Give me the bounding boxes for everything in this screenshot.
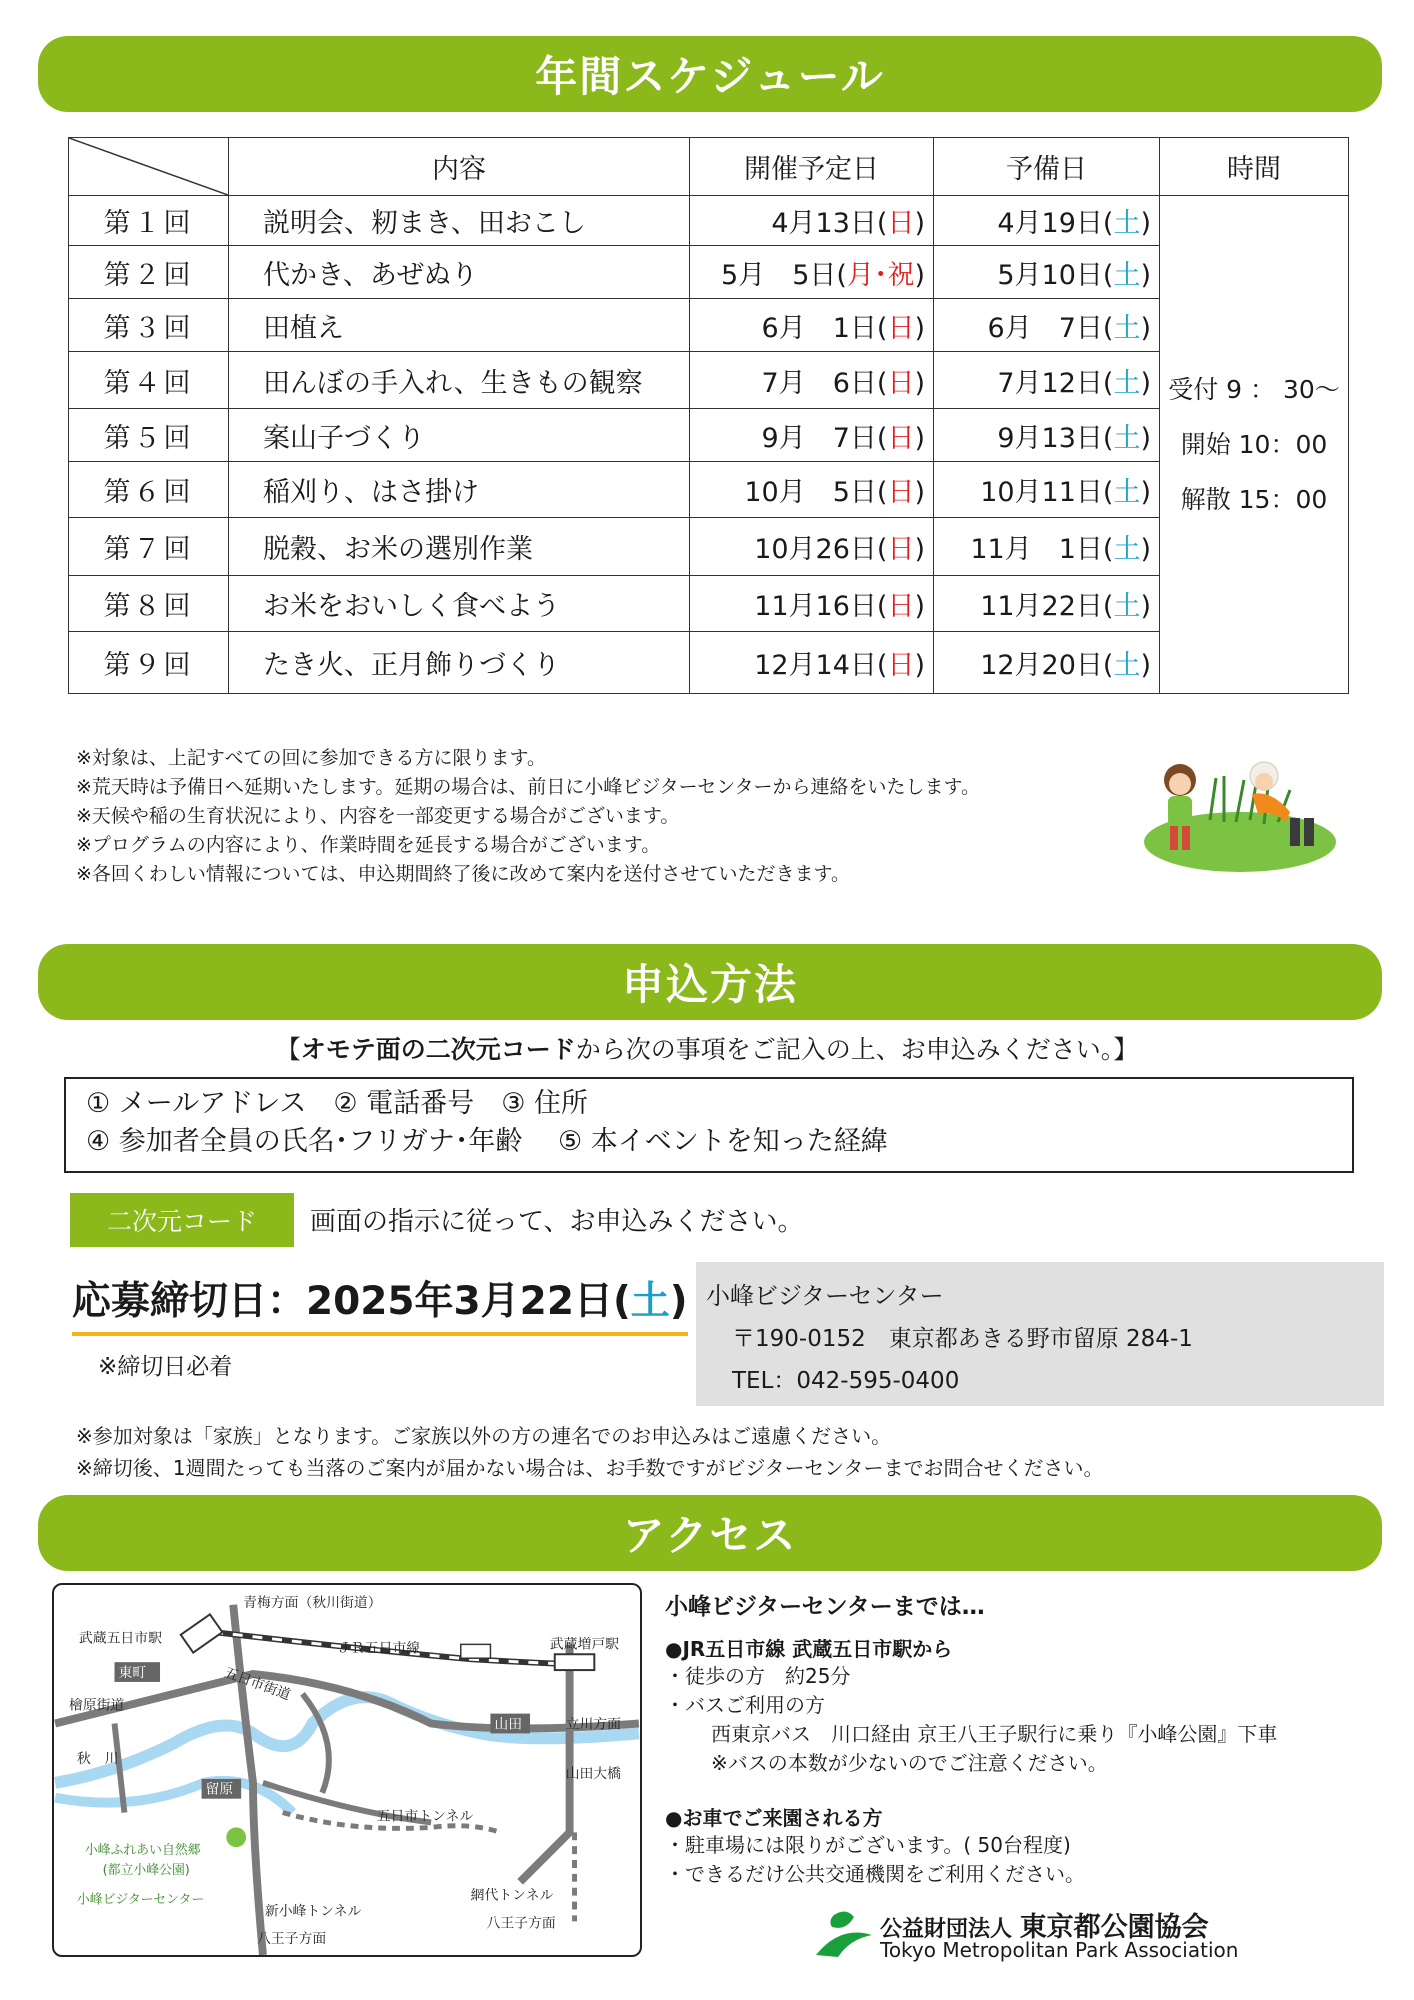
reserve-day-of-week: 土 bbox=[1113, 259, 1141, 291]
qr-code-label: 二次元コード bbox=[106, 1207, 257, 1236]
map-label-yamada: 山田 bbox=[494, 1716, 523, 1733]
bus-line-note: ※バスの本数が少ないのでご注意ください。 bbox=[711, 1751, 1108, 1775]
reserve-value: 5月10日 bbox=[997, 259, 1103, 291]
date-day-of-week: 日 bbox=[887, 208, 915, 239]
date-day-of-week: 日 bbox=[887, 312, 915, 344]
activity-content: 案山子づくり bbox=[229, 409, 690, 462]
map-label-park-name2: (都立小峰公園) bbox=[102, 1862, 190, 1878]
reserve-date: 6月 7日(土) bbox=[934, 299, 1160, 352]
car-title: ●お車でご来園される方 bbox=[665, 1806, 883, 1830]
reserve-value: 6月 7日 bbox=[987, 312, 1103, 344]
reserve-value: 11月22日 bbox=[980, 591, 1103, 622]
map-label-oume: 青梅方面（秋川街道） bbox=[243, 1594, 382, 1611]
round-label: 第５回 bbox=[69, 409, 229, 462]
apply-lead-bold: オモテ面の二次元コード bbox=[300, 1035, 576, 1064]
activity-content: 田植え bbox=[229, 299, 690, 352]
map-label-amishiro: 網代トンネル bbox=[470, 1887, 554, 1904]
date-day-of-week: 日 bbox=[887, 367, 915, 399]
access-title: アクセス bbox=[622, 1511, 798, 1560]
activity-content: 稲刈り、はさ掛け bbox=[229, 462, 690, 518]
diagonal-line bbox=[69, 138, 228, 195]
map-svg bbox=[54, 1585, 640, 1955]
logo-english: Tokyo Metropolitan Park Association bbox=[880, 1938, 1239, 1962]
reserve-date: 10月11日(土) bbox=[934, 462, 1160, 518]
access-map bbox=[52, 1583, 642, 1957]
train-title: ●JR五日市線 武蔵五日市駅から bbox=[665, 1637, 953, 1661]
date-day-of-week: 日 bbox=[887, 650, 915, 681]
farming-illustration bbox=[1140, 750, 1336, 872]
map-label-yamada-ohashi: 山田大橋 bbox=[565, 1765, 622, 1782]
deadline-dow: 土 bbox=[630, 1279, 670, 1324]
schedule-title: 年間スケジュール bbox=[535, 52, 885, 101]
date-value: 6月 1日 bbox=[761, 312, 877, 344]
reserve-date: 7月12日(土) bbox=[934, 352, 1160, 409]
note-line: ※荒天時は予備日へ延期いたします。延期の場合は、前日に小峰ビジターセンターから連絡をいたします。 bbox=[76, 776, 980, 798]
schedule-row bbox=[69, 196, 1349, 246]
header-date: 開催予定日 bbox=[690, 138, 934, 196]
date-value: 4月13日 bbox=[771, 208, 877, 239]
round-label: 第３回 bbox=[69, 299, 229, 352]
round-label: 第７回 bbox=[69, 518, 229, 576]
schedule-row bbox=[69, 246, 1349, 299]
access-info bbox=[665, 1588, 1365, 1889]
schedule-header-band bbox=[38, 36, 1382, 112]
apply-title: 申込方法 bbox=[621, 960, 798, 1009]
map-label-tunnel-itsukaichi: 五日市トンネル bbox=[376, 1808, 474, 1825]
reserve-value: 4月19日 bbox=[997, 208, 1103, 239]
round-label: 第９回 bbox=[69, 632, 229, 694]
reserve-day-of-week: 土 bbox=[1113, 367, 1141, 399]
park-association-logo bbox=[810, 1905, 1239, 1965]
scheduled-date: 11月16日(日) bbox=[690, 576, 934, 632]
reserve-date: 12月20日(土) bbox=[934, 632, 1160, 694]
reserve-date: 5月10日(土) bbox=[934, 246, 1160, 299]
scheduled-date: 10月 5日(日) bbox=[690, 462, 934, 518]
reserve-day-of-week: 土 bbox=[1113, 312, 1141, 344]
map-label-visitor-center: 小峰ビジターセンター bbox=[76, 1892, 205, 1908]
date-day-of-week: 日 bbox=[887, 591, 915, 622]
train-line-bus: ・バスご利用の方 bbox=[665, 1693, 825, 1717]
contact-box bbox=[696, 1262, 1384, 1406]
activity-content: たき火、正月飾りづくり bbox=[229, 632, 690, 694]
scheduled-date: 5月 5日(月･祝) bbox=[690, 246, 934, 299]
reserve-value: 10月11日 bbox=[980, 477, 1103, 508]
apply-lead-open: 【 bbox=[275, 1035, 301, 1064]
scheduled-date: 12月14日(日) bbox=[690, 632, 934, 694]
map-label-hinohara-kaido: 檜原街道 bbox=[69, 1697, 125, 1714]
date-day-of-week: 日 bbox=[887, 477, 915, 508]
reserve-date: 11月 1日(土) bbox=[934, 518, 1160, 576]
reserve-value: 12月20日 bbox=[980, 650, 1103, 681]
car-line-parking: ・駐車場には限りがございます。( 50台程度) bbox=[665, 1833, 1071, 1857]
date-value: 10月 5日 bbox=[744, 477, 877, 508]
activity-content: 田んぼの手入れ、生きもの観察 bbox=[229, 352, 690, 409]
corner-cell bbox=[69, 138, 229, 196]
schedule-row bbox=[69, 299, 1349, 352]
scheduled-date: 9月 7日(日) bbox=[690, 409, 934, 462]
header-reserve: 予備日 bbox=[934, 138, 1160, 196]
map-label-tachikawa: 立川方面 bbox=[565, 1716, 622, 1733]
note-line: ※締切後、1週間たっても当落のご案内が届かない場合は、お手数ですがビジターセンターまでお問合せください。 bbox=[76, 1456, 1104, 1480]
date-value: 5月 5日 bbox=[721, 259, 837, 291]
map-label-higashimachi: 東町 bbox=[118, 1665, 147, 1682]
apply-lead bbox=[0, 1030, 1414, 1066]
date-day-of-week: 日 bbox=[887, 534, 915, 565]
map-label-akigawa: 秋 川 bbox=[76, 1751, 119, 1768]
apply-header-band bbox=[38, 944, 1382, 1020]
header-time: 時間 bbox=[1160, 138, 1349, 196]
map-label-hachioji2: 八王子方面 bbox=[486, 1915, 556, 1932]
map-label-shin-komine: 新小峰トンネル bbox=[264, 1903, 362, 1920]
time-line: 開始 10：00 bbox=[1180, 430, 1328, 459]
date-day-of-week: 月･祝 bbox=[846, 259, 915, 291]
schedule-table bbox=[68, 137, 1349, 694]
date-day-of-week: 日 bbox=[887, 422, 915, 454]
items-line-2: ④ 参加者全員の氏名･フリガナ･年齢 ⑤ 本イベントを知った経緯 bbox=[86, 1126, 888, 1157]
contact-address: 〒190-0152 東京都あきる野市留原 284-1 bbox=[732, 1326, 1193, 1352]
map-label-hachioji1: 八王子方面 bbox=[256, 1931, 327, 1948]
schedule-header-row bbox=[69, 138, 1349, 196]
qr-code-instruction: 画面の指示に従って、お申込みください。 bbox=[310, 1207, 804, 1237]
deadline-label: 応募締切日：2025年3月22日( bbox=[72, 1279, 631, 1324]
schedule-row bbox=[69, 409, 1349, 462]
reserve-value: 11月 1日 bbox=[970, 534, 1103, 565]
bus-line-route: 西東京バス 川口経由 京王八王子駅行に乗り『小峰公園』下車 bbox=[711, 1722, 1278, 1746]
round-label: 第１回 bbox=[69, 196, 229, 246]
map-label-jr-line: ＪＲ五日市線 bbox=[337, 1640, 421, 1657]
deadline-note: ※締切日必着 bbox=[98, 1354, 233, 1380]
time-cell bbox=[1160, 196, 1349, 694]
apply-lead-rest: から次の事項をご記入の上、お申込みください。】 bbox=[575, 1035, 1139, 1064]
required-items-box bbox=[64, 1077, 1354, 1173]
activity-content: 説明会、籾まき、田おこし bbox=[229, 196, 690, 246]
activity-content: お米をおいしく食べよう bbox=[229, 576, 690, 632]
activity-content: 脱穀、お米の選別作業 bbox=[229, 518, 690, 576]
items-line-1: ① メールアドレス ② 電話番号 ③ 住所 bbox=[86, 1088, 589, 1119]
logo-name: 東京都公園協会 bbox=[1019, 1912, 1209, 1943]
note-line: ※各回くわしい情報については、申込期間終了後に改めて案内を送付させていただきます。 bbox=[76, 863, 851, 885]
train-line-walk: ・徒歩の方 約25分 bbox=[665, 1664, 851, 1688]
reserve-day-of-week: 土 bbox=[1113, 208, 1141, 239]
round-label: 第４回 bbox=[69, 352, 229, 409]
time-line: 受付 9 ： 30～ bbox=[1168, 375, 1340, 404]
schedule-row bbox=[69, 462, 1349, 518]
scheduled-date: 6月 1日(日) bbox=[690, 299, 934, 352]
car-line-transit: ・できるだけ公共交通機関をご利用ください。 bbox=[665, 1862, 1085, 1886]
schedule-row bbox=[69, 518, 1349, 576]
reserve-day-of-week: 土 bbox=[1113, 477, 1141, 508]
access-header-band bbox=[38, 1495, 1382, 1571]
activity-content: 代かき、あぜぬり bbox=[229, 246, 690, 299]
contact-tel: TEL：042-595-0400 bbox=[732, 1368, 960, 1394]
access-heading: 小峰ビジターセンターまでは… bbox=[665, 1594, 985, 1620]
reserve-value: 9月13日 bbox=[997, 422, 1103, 454]
time-line: 解散 15：00 bbox=[1180, 485, 1328, 514]
map-label-musashi-masuko: 武蔵増戸駅 bbox=[549, 1636, 620, 1653]
scheduled-date: 4月13日(日) bbox=[690, 196, 934, 246]
date-value: 9月 7日 bbox=[761, 422, 877, 454]
round-label: 第６回 bbox=[69, 462, 229, 518]
reserve-day-of-week: 土 bbox=[1113, 534, 1141, 565]
reserve-date: 4月19日(土) bbox=[934, 196, 1160, 246]
reserve-day-of-week: 土 bbox=[1113, 591, 1141, 622]
date-value: 12月14日 bbox=[754, 650, 877, 681]
schedule-row bbox=[69, 632, 1349, 694]
logo-prefix: 公益財団法人 bbox=[880, 1917, 1013, 1942]
date-value: 10月26日 bbox=[754, 534, 877, 565]
reserve-date: 9月13日(土) bbox=[934, 409, 1160, 462]
reserve-value: 7月12日 bbox=[997, 367, 1103, 399]
schedule-notes bbox=[76, 744, 1116, 889]
note-line: ※対象は、上記すべての回に参加できる方に限ります。 bbox=[76, 747, 547, 769]
reserve-date: 11月22日(土) bbox=[934, 576, 1160, 632]
map-label-park-name1: 小峰ふれあい自然郷 bbox=[84, 1843, 201, 1859]
note-line: ※天候や稲の生育状況により、内容を一部変更する場合がございます。 bbox=[76, 805, 680, 827]
schedule-row bbox=[69, 576, 1349, 632]
deadline-close: ) bbox=[669, 1279, 688, 1324]
park-association-logo-mark bbox=[810, 1905, 876, 1965]
round-label: 第２回 bbox=[69, 246, 229, 299]
schedule-row bbox=[69, 352, 1349, 409]
apply-notes bbox=[76, 1420, 1103, 1484]
deadline bbox=[72, 1270, 688, 1336]
contact-name: 小峰ビジターセンター bbox=[706, 1282, 944, 1310]
note-line: ※プログラムの内容により、作業時間を延長する場合がございます。 bbox=[76, 834, 661, 856]
scheduled-date: 10月26日(日) bbox=[690, 518, 934, 576]
qr-code-tag bbox=[70, 1193, 294, 1247]
map-label-itsukaichi-kaido: 五日市街道 bbox=[221, 1664, 293, 1704]
reserve-day-of-week: 土 bbox=[1113, 422, 1141, 454]
header-content: 内容 bbox=[229, 138, 690, 196]
date-value: 11月16日 bbox=[754, 591, 877, 622]
map-label-tomebara: 留原 bbox=[205, 1781, 234, 1798]
map-label-musashi-itsukaichi: 武蔵五日市駅 bbox=[78, 1630, 162, 1647]
round-label: 第８回 bbox=[69, 576, 229, 632]
note-line: ※参加対象は「家族」となります。ご家族以外の方の連名でのお申込みはご遠慮ください。 bbox=[76, 1424, 892, 1448]
date-value: 7月 6日 bbox=[761, 367, 877, 399]
reserve-day-of-week: 土 bbox=[1113, 650, 1141, 681]
scheduled-date: 7月 6日(日) bbox=[690, 352, 934, 409]
